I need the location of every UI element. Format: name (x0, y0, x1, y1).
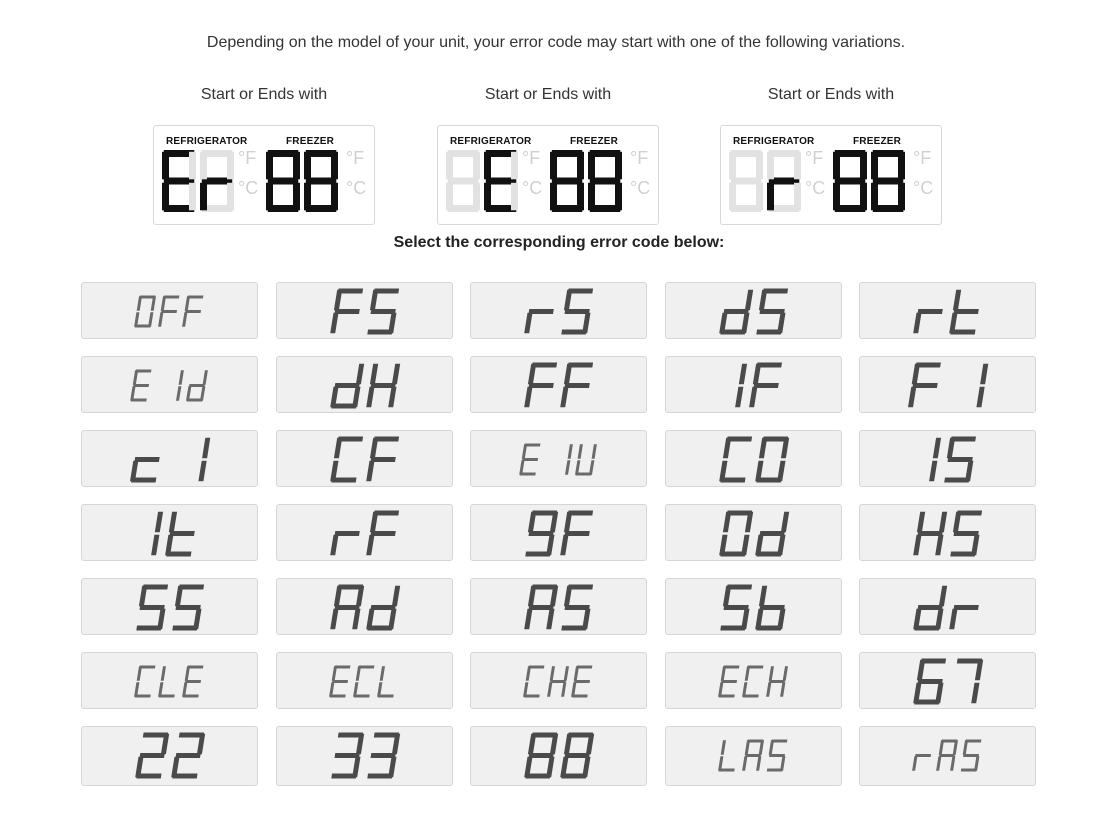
error-code-char-segment-e (560, 387, 568, 408)
error-code-char-segment-f (723, 438, 731, 459)
error-code-char-segment-c (950, 756, 955, 771)
error-code-char-segment-e (330, 313, 338, 334)
fridge-digit-1-segment-f (729, 152, 736, 180)
error-code-char-segment-b (939, 586, 947, 607)
error-code-char-segment-c (756, 756, 761, 771)
error-code-glyphs (860, 653, 1037, 713)
error-code-char-segment-f (169, 512, 177, 533)
error-code-char-segment-e (547, 682, 552, 697)
fahrenheit-label: °F (630, 148, 649, 168)
refrigerator-label: REFRIGERATOR (166, 136, 248, 147)
display-panel (437, 125, 659, 225)
error-code-glyphs (860, 357, 1037, 417)
error-code-button[interactable] (665, 652, 842, 709)
error-code-char-segment-c (546, 757, 554, 778)
error-code-char-segment-e (524, 387, 532, 408)
error-code-char-segment-f (522, 444, 527, 459)
error-code-glyphs (666, 505, 843, 565)
error-code-char-segment-b (568, 444, 573, 459)
freezer-digit-1-segment-c (860, 183, 867, 211)
error-code-char-segment-f (564, 586, 572, 607)
freezer-label: FREEZER (286, 136, 335, 147)
error-code-char-segment-b (592, 444, 597, 459)
error-code-char-segment-c (582, 757, 590, 778)
error-code-char-segment-f (370, 512, 378, 533)
error-code-glyphs (82, 357, 259, 417)
error-code-glyphs (860, 283, 1037, 343)
error-code-char-segment-c (176, 386, 181, 401)
error-code-button[interactable] (81, 430, 258, 487)
error-code-char-segment-b (739, 364, 747, 385)
freezer-digit-1-segment-f (550, 152, 557, 180)
fridge-digit-1-segment-c (756, 183, 763, 211)
fridge-digit-2-segment-b (794, 152, 801, 180)
fahrenheit-label: °F (346, 148, 365, 168)
error-code-char-segment-f (137, 666, 142, 681)
error-code-char-segment-e (524, 313, 532, 334)
error-code-char-segment-f (528, 512, 536, 533)
error-code-char-segment-c (589, 460, 594, 475)
error-code-char-segment-c (198, 461, 206, 482)
freezer-label: FREEZER (570, 136, 619, 147)
error-code-button[interactable] (859, 430, 1036, 487)
error-code-glyphs (860, 579, 1037, 639)
error-code-char-segment-e (913, 313, 921, 334)
error-code-char-segment-e (524, 609, 532, 630)
error-code-char-segment-f (721, 740, 726, 755)
variant-e (437, 84, 659, 198)
error-code-button[interactable] (470, 356, 647, 413)
error-code-char-segment-f (334, 290, 342, 311)
fridge-digit-2-segment-b (511, 152, 518, 180)
error-code-char-segment-b (392, 364, 400, 385)
fridge-digit-1-segment-f (162, 152, 169, 180)
error-code-char-segment-c (352, 609, 360, 630)
fridge-digit-2-segment-e (767, 183, 774, 211)
error-code-button[interactable] (470, 652, 647, 709)
fridge-digit-2-segment-c (511, 183, 518, 211)
error-code-char-segment-f (370, 438, 378, 459)
error-code-char-segment-c (780, 756, 785, 771)
error-code-button[interactable] (665, 356, 842, 413)
error-code-char-segment-c (200, 386, 205, 401)
display-digits (154, 126, 374, 224)
error-code-glyphs (666, 431, 843, 491)
fridge-digit-1-segment-b (189, 152, 196, 180)
error-code-char-segment-f (370, 290, 378, 311)
error-code-glyphs (277, 283, 454, 343)
error-code-char-segment-f (564, 512, 572, 533)
error-code-button[interactable] (665, 430, 842, 487)
error-code-char-segment-b (564, 666, 569, 681)
error-code-char-segment-f (723, 512, 731, 533)
error-code-char-segment-g (915, 754, 931, 757)
refrigerator-label: REFRIGERATOR (733, 136, 815, 147)
fahrenheit-label: °F (522, 148, 541, 168)
freezer-digit-2-segment-e (871, 183, 878, 211)
error-code-char-segment-e (158, 312, 163, 327)
error-code-button[interactable] (665, 726, 842, 786)
error-code-glyphs (860, 505, 1037, 565)
error-code-glyphs (277, 653, 454, 713)
freezer-label: FREEZER (853, 136, 902, 147)
error-code-glyphs (666, 579, 843, 639)
error-code-char-segment-f (769, 666, 774, 681)
celsius-label: °C (346, 178, 367, 198)
display-digits (721, 126, 941, 224)
error-code-char-segment-f (723, 586, 731, 607)
error-code-char-segment-e (330, 609, 338, 630)
error-code-char-segment-b (783, 666, 788, 681)
error-code-char-segment-f (564, 290, 572, 311)
fridge-digit-2-segment-f (767, 152, 774, 180)
error-code-glyphs (471, 727, 648, 787)
error-code-button[interactable] (276, 282, 453, 339)
fahrenheit-label: °F (805, 148, 824, 168)
error-code-char-segment-f (161, 666, 166, 681)
error-code-char-segment-e (749, 387, 757, 408)
error-code-char-segment-f (963, 740, 968, 755)
error-code-char-segment-f (528, 364, 536, 385)
fridge-digit-2-segment-c (794, 183, 801, 211)
freezer-digit-2-segment-c (898, 183, 905, 211)
fridge-digit-1-segment-e (162, 183, 169, 211)
error-code-char-segment-b (179, 370, 184, 385)
error-code-char-segment-b (939, 512, 947, 533)
error-code-char-segment-c (935, 683, 943, 704)
error-code-char-segment-f (380, 666, 385, 681)
error-code-char-segment-c (777, 313, 785, 334)
error-code-button[interactable] (470, 504, 647, 561)
error-code-char-segment-e (766, 682, 771, 697)
error-code-button[interactable] (81, 356, 258, 413)
error-code-char-segment-c (929, 461, 937, 482)
error-code-char-segment-b (155, 512, 163, 533)
error-code-char-segment-c (565, 460, 570, 475)
error-code-char-segment-e (936, 756, 941, 771)
error-code-button[interactable] (81, 726, 258, 786)
error-code-char-segment-f (721, 666, 726, 681)
error-code-char-segment-e (742, 756, 747, 771)
error-code-button[interactable] (859, 578, 1036, 635)
error-code-char-segment-f (753, 364, 761, 385)
error-code-char-segment-e (182, 312, 187, 327)
freezer-digit-2-segment-f (871, 152, 878, 180)
freezer-digit-1-segment-c (293, 183, 300, 211)
error-code-char-segment-f (526, 666, 531, 681)
error-code-glyphs (471, 357, 648, 417)
error-code-char-segment-f (745, 740, 750, 755)
freezer-digit-2-segment-f (588, 152, 595, 180)
error-code-char-segment-f (550, 666, 555, 681)
fridge-digit-1-segment-c (473, 183, 480, 211)
error-code-char-segment-e (560, 535, 568, 556)
variant-caption: Start or Ends with (484, 86, 612, 103)
fridge-digit-1-segment-f (446, 152, 453, 180)
error-code-char-segment-c (148, 312, 153, 327)
fridge-digit-2-segment-c (227, 183, 234, 211)
error-code-char-segment-e (330, 535, 338, 556)
error-code-char-segment-f (917, 660, 925, 681)
freezer-digit-2-segment-e (588, 183, 595, 211)
freezer-digit-2-segment-f (304, 152, 311, 180)
fridge-digit-2-segment-b (227, 152, 234, 180)
error-code-char-segment-f (759, 438, 767, 459)
freezer-digit-2-segment-b (331, 152, 338, 180)
error-code-char-segment-e (366, 535, 374, 556)
error-code-button[interactable] (665, 282, 842, 339)
error-code-glyphs (471, 431, 648, 491)
error-code-char-segment-c (965, 461, 973, 482)
error-code-char-segment-c (388, 387, 396, 408)
variant-r (720, 84, 942, 198)
error-code-glyphs (860, 727, 1037, 787)
variant-caption: Start or Ends with (200, 86, 328, 103)
error-code-char-segment-f (334, 586, 342, 607)
fridge-digit-1-segment-e (446, 183, 453, 211)
error-code-glyphs (82, 431, 259, 491)
error-code-glyphs (277, 431, 454, 491)
intro-text: Depending on the model of your unit, your error code may start with one of the following variations. (206, 34, 906, 51)
error-code-char-segment-f (334, 438, 342, 459)
error-code-glyphs (82, 653, 259, 713)
error-code-char-segment-c (971, 535, 979, 556)
error-code-char-segment-c (582, 609, 590, 630)
error-code-button[interactable] (665, 578, 842, 635)
error-code-glyphs (471, 579, 648, 639)
error-code-button[interactable] (276, 652, 453, 709)
error-code-char-segment-f (185, 296, 190, 311)
freezer-digit-1-segment-f (266, 152, 273, 180)
error-code-button[interactable] (665, 504, 842, 561)
error-code-char-segment-f (947, 438, 955, 459)
error-code-button[interactable] (81, 578, 258, 635)
error-code-char-segment-e (908, 387, 916, 408)
error-code-button[interactable] (859, 726, 1036, 786)
error-code-char-segment-c (780, 682, 785, 697)
celsius-label: °C (630, 178, 651, 198)
freezer-digit-1-segment-e (550, 183, 557, 211)
error-code-char-segment-e (913, 535, 921, 556)
error-code-glyphs (277, 505, 454, 565)
error-code-char-segment-b (745, 290, 753, 311)
freezer-digit-2-segment-c (331, 183, 338, 211)
error-code-glyphs (666, 727, 843, 787)
error-code-glyphs (82, 579, 259, 639)
error-code-char-segment-f (175, 586, 183, 607)
error-code-glyphs (277, 727, 454, 787)
error-code-char-segment-f (356, 666, 361, 681)
display-panel (153, 125, 375, 225)
error-code-button[interactable] (859, 282, 1036, 339)
error-code-char-segment-e (366, 461, 374, 482)
error-code-glyphs (471, 283, 648, 343)
fridge-digit-2-segment-f (200, 152, 207, 180)
error-code-button[interactable] (81, 652, 258, 709)
error-code-char-segment-b (980, 364, 988, 385)
error-code-char-segment-f (332, 666, 337, 681)
freezer-digit-1-segment-c (577, 183, 584, 211)
celsius-label: °C (805, 178, 826, 198)
freezer-digit-1-segment-b (293, 152, 300, 180)
error-code-char-segment-c (741, 609, 749, 630)
fridge-digit-1-segment-c (189, 183, 196, 211)
error-code-button[interactable] (81, 282, 258, 339)
error-code-char-segment-b (933, 438, 941, 459)
error-code-char-segment-c (193, 609, 201, 630)
error-code-char-segment-f (745, 666, 750, 681)
error-code-glyphs (666, 653, 843, 713)
freezer-digit-1-segment-e (266, 183, 273, 211)
error-code-glyphs (82, 283, 259, 343)
error-code-char-segment-f (139, 586, 147, 607)
freezer-digit-1-segment-b (860, 152, 867, 180)
celsius-label: °C (522, 178, 543, 198)
freezer-digit-2-segment-c (615, 183, 622, 211)
error-code-char-segment-c (388, 313, 396, 334)
error-code-char-segment-c (388, 757, 396, 778)
freezer-digit-1-segment-f (833, 152, 840, 180)
error-code-glyphs (666, 357, 843, 417)
celsius-label: °C (913, 178, 934, 198)
error-code-glyphs (471, 505, 648, 565)
refrigerator-label: REFRIGERATOR (450, 136, 532, 147)
fridge-digit-2-segment-e (200, 183, 207, 211)
error-code-button[interactable] (859, 652, 1036, 709)
celsius-label: °C (238, 178, 259, 198)
error-code-char-segment-f (769, 740, 774, 755)
error-code-char-segment-f (161, 296, 166, 311)
error-code-char-segment-f (137, 296, 142, 311)
error-code-glyphs (277, 357, 454, 417)
error-code-char-segment-f (939, 740, 944, 755)
error-code-char-segment-f (574, 666, 579, 681)
error-code-char-segment-c (582, 313, 590, 334)
error-code-button[interactable] (276, 726, 453, 786)
error-code-char-segment-c (777, 535, 785, 556)
error-code-char-segment-c (777, 609, 785, 630)
error-code-glyphs (277, 579, 454, 639)
error-code-char-segment-f (564, 364, 572, 385)
display-digits (438, 126, 658, 224)
error-code-char-segment-b (202, 438, 210, 459)
error-code-char-segment-f (564, 734, 572, 755)
error-code-char-segment-b (392, 586, 400, 607)
error-code-char-segment-c (352, 387, 360, 408)
error-code-char-segment-c (935, 535, 943, 556)
error-code-glyphs (82, 727, 259, 787)
error-code-char-segment-c (157, 609, 165, 630)
error-code-button[interactable] (470, 726, 647, 786)
freezer-digit-1-segment-e (833, 183, 840, 211)
error-code-button[interactable] (470, 282, 647, 339)
error-code-char-segment-f (953, 290, 961, 311)
error-code-button[interactable] (859, 504, 1036, 561)
display-panel (720, 125, 942, 225)
error-code-button[interactable] (859, 356, 1036, 413)
variant-caption: Start or Ends with (767, 86, 895, 103)
error-code-char-segment-e (949, 609, 957, 630)
error-code-char-segment-c (777, 461, 785, 482)
fahrenheit-label: °F (913, 148, 932, 168)
error-code-button[interactable] (470, 430, 647, 487)
error-code-glyphs (471, 653, 648, 713)
error-code-char-segment-c (561, 682, 566, 697)
error-code-char-segment-f (528, 586, 536, 607)
error-code-char-segment-c (735, 387, 743, 408)
error-code-char-segment-c (546, 535, 554, 556)
error-code-button[interactable] (81, 504, 258, 561)
error-code-char-segment-f (759, 290, 767, 311)
fridge-digit-2-segment-f (484, 152, 491, 180)
fridge-digit-1-segment-e (729, 183, 736, 211)
fridge-digit-1-segment-b (756, 152, 763, 180)
error-code-button[interactable] (276, 430, 453, 487)
error-code-char-segment-c (741, 535, 749, 556)
error-code-char-segment-c (976, 387, 984, 408)
error-code-char-segment-c (971, 683, 979, 704)
error-code-char-segment-c (151, 535, 159, 556)
error-code-glyphs (860, 431, 1037, 491)
error-code-char-segment-c (741, 313, 749, 334)
error-code-char-segment-f (578, 444, 583, 459)
freezer-digit-2-segment-b (898, 152, 905, 180)
select-heading: Select the corresponding error code below: (393, 234, 725, 251)
error-code-char-segment-f (133, 370, 138, 385)
error-code-char-segment-c (546, 609, 554, 630)
error-code-char-segment-c (352, 757, 360, 778)
error-code-button[interactable] (470, 578, 647, 635)
freezer-digit-2-segment-e (304, 183, 311, 211)
error-code-button[interactable] (276, 356, 453, 413)
error-code-char-segment-b (781, 512, 789, 533)
variant-er (153, 84, 375, 198)
error-code-glyphs (82, 505, 259, 565)
error-code-button[interactable] (276, 578, 453, 635)
error-code-char-segment-e (912, 756, 917, 771)
error-code-char-segment-f (370, 364, 378, 385)
error-code-char-segment-f (953, 512, 961, 533)
error-code-char-segment-c (388, 609, 396, 630)
error-code-button[interactable] (276, 504, 453, 561)
error-code-glyphs (666, 283, 843, 343)
error-code-char-segment-f (759, 586, 767, 607)
error-code-char-segment-b (356, 364, 364, 385)
fridge-digit-1-segment-b (473, 152, 480, 180)
error-code-char-segment-f (917, 512, 925, 533)
freezer-digit-1-segment-b (577, 152, 584, 180)
error-code-char-segment-c (974, 756, 979, 771)
freezer-digit-2-segment-b (615, 152, 622, 180)
fahrenheit-label: °F (238, 148, 257, 168)
error-code-char-segment-f (912, 364, 920, 385)
error-code-char-segment-c (935, 609, 943, 630)
error-code-char-segment-f (185, 666, 190, 681)
error-code-char-segment-f (528, 734, 536, 755)
fridge-digit-2-segment-e (484, 183, 491, 211)
error-code-char-segment-b (203, 370, 208, 385)
error-code-char-segment-e (366, 387, 374, 408)
